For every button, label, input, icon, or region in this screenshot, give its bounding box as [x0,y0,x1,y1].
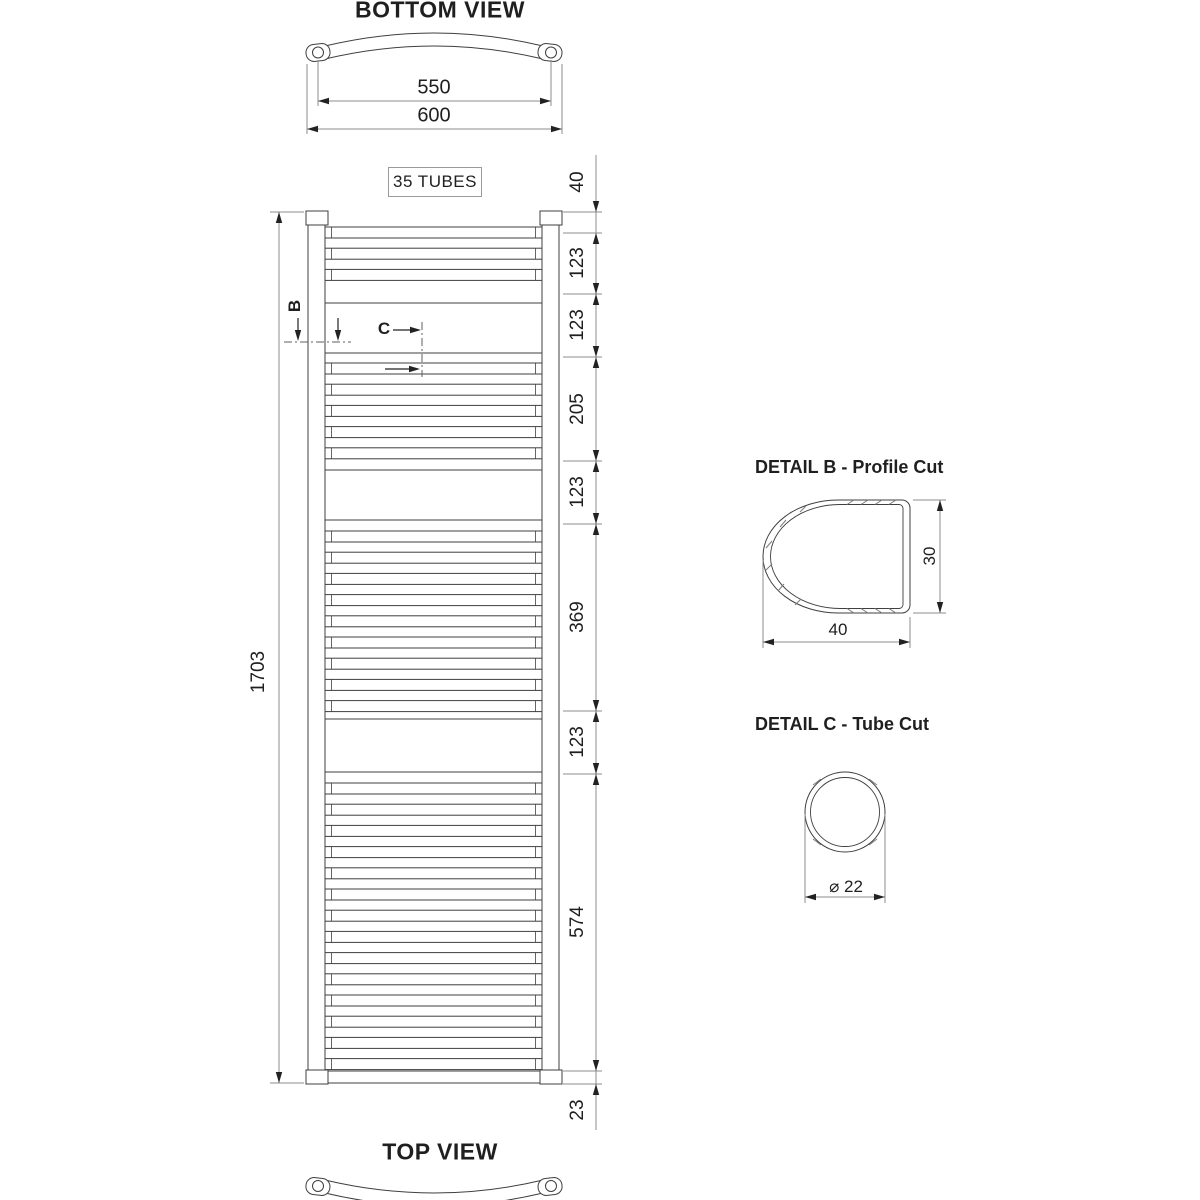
detail-c-title: DETAIL C - Tube Cut [755,714,929,734]
dim-overall-height: 1703 [248,650,269,694]
top-view-title: TOP VIEW [382,1138,498,1165]
dim-chain-40: 40 [567,171,588,193]
section-marker-b: B [285,299,304,313]
dim-profile-30: 30 [920,546,939,566]
dim-chain-123a: 123 [567,247,588,279]
dim-chain-123b: 123 [567,309,588,341]
section-marker-c: C [377,319,391,338]
dim-chain-23: 23 [567,1099,588,1121]
top-view-drawing [305,1177,563,1200]
detail-b-drawing [763,500,946,648]
dim-chain-205: 205 [567,393,588,425]
dim-bottom-600: 600 [417,104,451,127]
tube-count-box: 35 TUBES [388,167,482,197]
dim-chain-123d: 123 [567,726,588,758]
dim-chain-123c: 123 [567,476,588,508]
dim-bottom-550: 550 [417,76,451,99]
dim-chain-369: 369 [567,601,588,633]
dim-chain-574: 574 [567,906,588,938]
bottom-view-title: BOTTOM VIEW [355,0,525,23]
detail-b-title: DETAIL B - Profile Cut [755,457,944,477]
dim-profile-40: 40 [828,620,848,639]
dim-tube-diameter: ⌀ 22 [829,877,863,896]
